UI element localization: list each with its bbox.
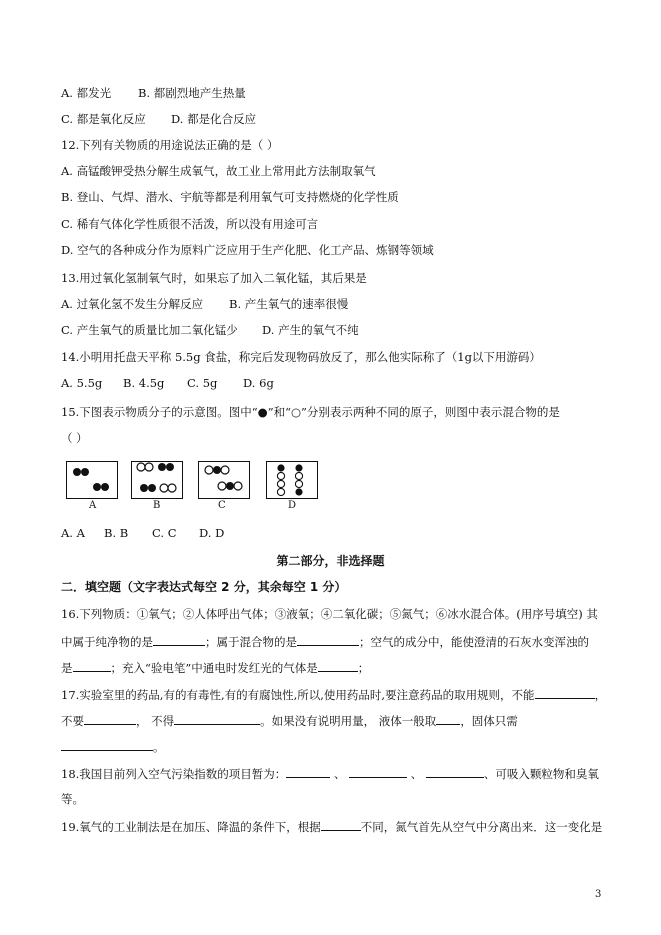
q17-line1: [61, 686, 606, 703]
option-b-heat: B. 都剧烈地产生热量: [138, 86, 246, 100]
q16-neon-label: ；充入“验电笔”中通电时发红光的气体是: [110, 661, 318, 675]
q16-line1: 16.下列物质：①氧气；②人体呼出气体；③液氧；④二氧化碳；⑤氮气；⑥冰水混合体。(用序号填空) 其: [61, 607, 598, 621]
figure-c: [198, 461, 250, 499]
q14-option-a: A. 5.5g: [61, 376, 103, 390]
q18-sep-1: 、: [333, 767, 346, 781]
option-a-glow: A. 都发光: [61, 86, 112, 100]
q19-tail: 不同，氮气首先从空气中分离出来．这一变化是: [360, 820, 603, 834]
q19-line1: [61, 818, 602, 835]
q15-option-d: D. D: [199, 526, 225, 540]
q15-option-a: A. A: [61, 526, 85, 540]
figure-c-molecules: [199, 462, 248, 497]
q14-option-d: D. 6g: [243, 376, 274, 390]
q18-sep-2: 、: [410, 767, 423, 781]
q17-blank-1[interactable]: [535, 686, 595, 699]
q12-option-c: C. 稀有气体化学性质很不活泼，所以没有用途可言: [61, 217, 319, 231]
q17-solid-label: ，固体只需: [460, 714, 518, 728]
option-d-combination: D. 都是化合反应: [171, 112, 257, 126]
q17-blank-3[interactable]: [174, 712, 260, 725]
figure-a-molecules: [67, 462, 116, 497]
q18-blank-3[interactable]: [426, 765, 484, 778]
part2-title: 第二部分，非选择题: [276, 554, 385, 568]
q16-pure-label: 中属于纯净物的是: [61, 635, 153, 649]
q16-mixture-label: ；属于混合物的是: [205, 635, 297, 649]
q16-blank-pure[interactable]: [153, 633, 205, 646]
figure-label-b: B: [153, 500, 161, 511]
q18-tail: 、可吸入颗粒物和臭氧: [483, 767, 599, 781]
q18-stem: 18.我国目前列入空气污染指数的项目暂为：: [61, 767, 287, 781]
figure-label-d: D: [288, 500, 297, 511]
q17-comma: ，: [594, 688, 607, 702]
q15-paren: （ ）: [61, 431, 88, 445]
q16-end: ；: [357, 661, 370, 675]
q18-blank-1[interactable]: [286, 765, 330, 778]
q17-line2: [61, 712, 518, 729]
q13-option-c: C. 产生氧气的质量比加二氧化锰少: [61, 323, 238, 337]
q16-blank-mixture[interactable]: [297, 633, 359, 646]
figure-label-c: C: [218, 500, 226, 511]
q19-blank-1[interactable]: [321, 818, 361, 831]
q18-line1: [61, 765, 599, 782]
q15-option-c: C. C: [152, 526, 177, 540]
q17-period: 。: [153, 740, 165, 754]
q17-blank-5[interactable]: [61, 738, 153, 751]
q12-option-d: D. 空气的各种成分作为原料广泛应用于生产化肥、化工产品、炼钢等领域: [61, 243, 434, 257]
q12-option-a: A. 高锰酸钾受热分解生成氧气，故工业上常用此方法制取氧气: [61, 164, 376, 178]
q16-blank-limewater[interactable]: [73, 659, 111, 672]
section2-title: 二．填空题（文字表达式每空 2 分，其余每空 1 分）: [61, 580, 347, 594]
q18-line2: 等。: [61, 792, 84, 806]
q16-line3: [61, 659, 369, 676]
option-c-oxidation: C. 都是氧化反应: [61, 112, 146, 126]
q17-must-not-label: ， 不得: [136, 714, 175, 728]
q14-option-b: B. 4.5g: [123, 376, 165, 390]
q17-dont-label: 不要: [61, 714, 84, 728]
q17-blank-4[interactable]: [436, 712, 460, 725]
q17-blank-2[interactable]: [84, 712, 136, 725]
q13-option-a: A. 过氧化氢不发生分解反应: [61, 297, 204, 311]
q16-line2: [61, 633, 589, 650]
q19-stem: 19.氧气的工业制法是在加压、降温的条件下，根据: [61, 820, 321, 834]
q13-option-d: D. 产生的氧气不纯: [262, 323, 359, 337]
figure-d-molecules: [267, 462, 316, 497]
figure-a: [66, 461, 118, 499]
figure-label-a: A: [89, 500, 97, 511]
q16-is-label: 是: [61, 661, 73, 675]
page-number: 3: [595, 889, 602, 900]
q18-blank-2[interactable]: [349, 765, 407, 778]
q13-option-b: B. 产生氧气的速率很慢: [229, 297, 349, 311]
q17-liquid-label: 。如果没有说明用量， 液体一般取: [260, 714, 437, 728]
q14-stem: 14.小明用托盘天平称 5.5g 食盐，称完后发现物码放反了，那么他实际称了（1g以下用游码）: [61, 350, 541, 364]
q13-stem: 13.用过氧化氢制氧气时，如果忘了加入二氧化锰，其后果是: [61, 271, 367, 285]
q12-option-b: B. 登山、气焊、潜水、宇航等都是利用氧气可支持燃烧的化学性质: [61, 190, 399, 204]
q15-option-b: B. B: [104, 526, 129, 540]
figure-d: [266, 461, 318, 499]
q12-stem: 12.下列有关物质的用途说法正确的是（ ）: [61, 138, 279, 152]
q17-rules-text: 17.实验室里的药品,有的有毒性,有的有腐蚀性,所以,使用药品时,要注意药品的取用规则，不能: [61, 688, 535, 702]
figure-b-molecules: [132, 462, 181, 497]
q16-blank-neon[interactable]: [318, 659, 358, 672]
q17-line3: [61, 738, 165, 755]
q14-option-c: C. 5g: [187, 376, 218, 390]
figure-b: [131, 461, 183, 499]
q15-stem: 15.下图表示物质分子的示意图。图中“●”和“○”分别表示两种不同的原子，则图中表示混合物的是: [61, 405, 560, 419]
q16-limewater-label: ；空气的成分中，能使澄清的石灰水变浑浊的: [359, 635, 589, 649]
